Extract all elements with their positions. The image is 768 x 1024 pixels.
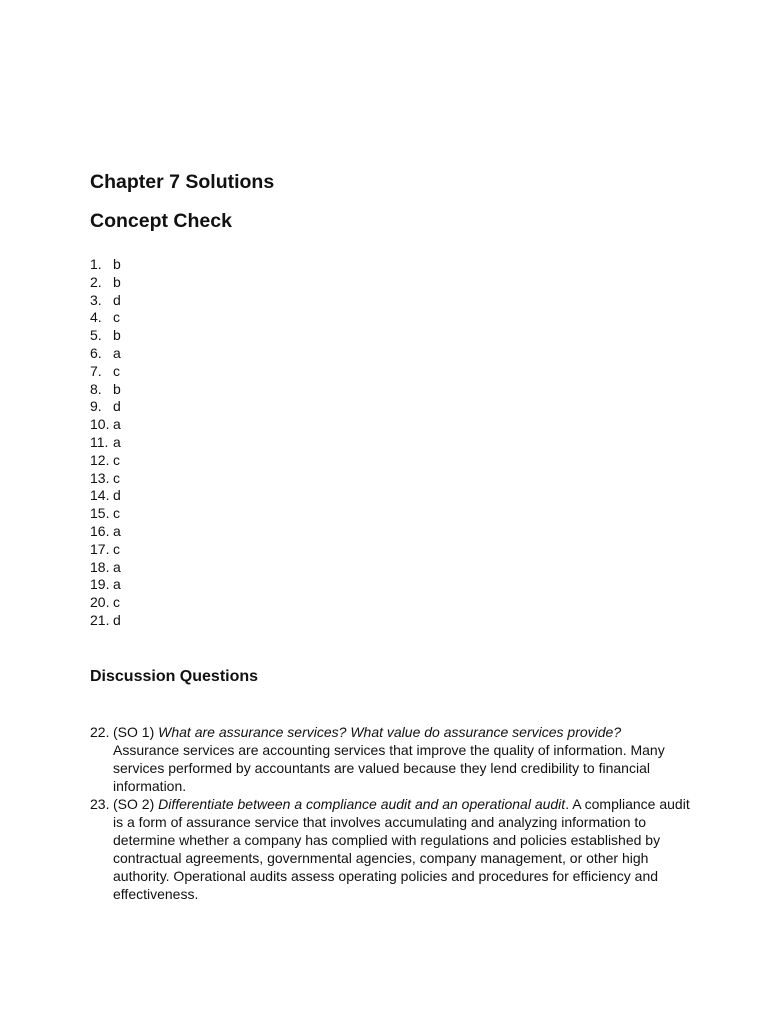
answer-item: [90, 292, 121, 310]
answer-letter: b: [113, 256, 121, 272]
answer-letter: d: [113, 611, 121, 628]
discussion-questions-title: Discussion Questions: [90, 668, 259, 685]
answer-letter: c: [113, 469, 120, 486]
answer-letter: b: [113, 273, 121, 290]
question-number: 22.: [90, 724, 110, 740]
answer-number: 14.: [90, 487, 110, 504]
answer-letter: d: [113, 398, 121, 415]
answer-letter: b: [113, 327, 121, 344]
answer-number: 17.: [90, 540, 110, 557]
answer-item: [90, 576, 121, 594]
answer-number: 6.: [90, 344, 102, 361]
answer-item: [90, 434, 121, 452]
answer-item: [90, 612, 121, 630]
concept-check-answer-list: [90, 256, 121, 630]
answer-number: 5.: [90, 327, 102, 344]
concept-check-title: Concept Check: [90, 210, 232, 232]
answer-number: 18.: [90, 558, 110, 575]
answer-letter: a: [113, 416, 121, 433]
question-prompt: What are assurance services? What value do assurance services provide?: [158, 724, 622, 740]
discussion-question-list: [90, 723, 690, 903]
answer-number: 13.: [90, 469, 110, 486]
answer-item: [90, 398, 121, 416]
answer-number: 3.: [90, 291, 102, 308]
answer-letter: c: [113, 309, 120, 326]
answer-number: 8.: [90, 380, 102, 397]
answer-number: 12.: [90, 451, 110, 468]
answer-item: [90, 470, 121, 488]
study-objective: (SO 1): [113, 724, 159, 740]
answer-number: 10.: [90, 416, 110, 433]
answer-number: 11.: [90, 433, 109, 450]
question-prompt: Differentiate between a compliance audit and an operational audit: [158, 796, 566, 812]
answer-item: [90, 256, 121, 274]
answer-item: [90, 416, 121, 434]
answer-number: 1.: [90, 256, 102, 272]
answer-number: 21.: [90, 611, 110, 628]
answer-number: 19.: [90, 576, 110, 593]
discussion-question: [90, 723, 690, 795]
question-answer: Assurance services are accounting services that improve the quality of information. Many services performed by accountants are valued because they lend credibility to financial information.: [113, 742, 665, 794]
answer-letter: c: [113, 540, 120, 557]
answer-item: [90, 381, 121, 399]
answer-item: [90, 274, 121, 292]
answer-number: 16.: [90, 522, 110, 539]
question-answer: . A compliance audit is a form of assurance service that involves accumulating and analyzing information to determine whether a company has complied with regulations and policies established by contractual agreements, governmental agencies, company management, or other high authority. Operational audits assess operating policies and procedures for efficiency and effectiveness.: [113, 796, 690, 902]
answer-letter: c: [113, 362, 120, 379]
answer-item: [90, 559, 121, 577]
answer-item: [90, 541, 121, 559]
answer-item: [90, 309, 121, 327]
study-objective: (SO 2): [113, 796, 159, 812]
answer-item: [90, 345, 121, 363]
answer-letter: b: [113, 380, 121, 397]
answer-item: [90, 523, 121, 541]
answer-item: [90, 327, 121, 345]
answer-item: [90, 363, 121, 381]
answer-letter: a: [113, 433, 121, 450]
chapter-title: Chapter 7 Solutions: [90, 171, 275, 193]
answer-number: 7.: [90, 362, 102, 379]
answer-item: [90, 487, 121, 505]
answer-letter: c: [113, 594, 120, 611]
answer-number: 20.: [90, 594, 110, 611]
answer-number: 4.: [90, 309, 102, 326]
answer-letter: a: [113, 522, 121, 539]
answer-letter: c: [113, 451, 120, 468]
answer-letter: a: [113, 344, 121, 361]
question-number: 23.: [90, 796, 110, 812]
answer-number: 15.: [90, 505, 110, 522]
answer-number: 9.: [90, 398, 102, 415]
answer-letter: d: [113, 487, 121, 504]
discussion-question: [90, 795, 690, 903]
answer-letter: a: [113, 558, 121, 575]
answer-item: [90, 505, 121, 523]
answer-letter: c: [113, 505, 120, 522]
answer-number: 2.: [90, 273, 102, 290]
answer-item: [90, 594, 121, 612]
answer-letter: d: [113, 291, 121, 308]
answer-letter: a: [113, 576, 121, 593]
answer-item: [90, 452, 121, 470]
